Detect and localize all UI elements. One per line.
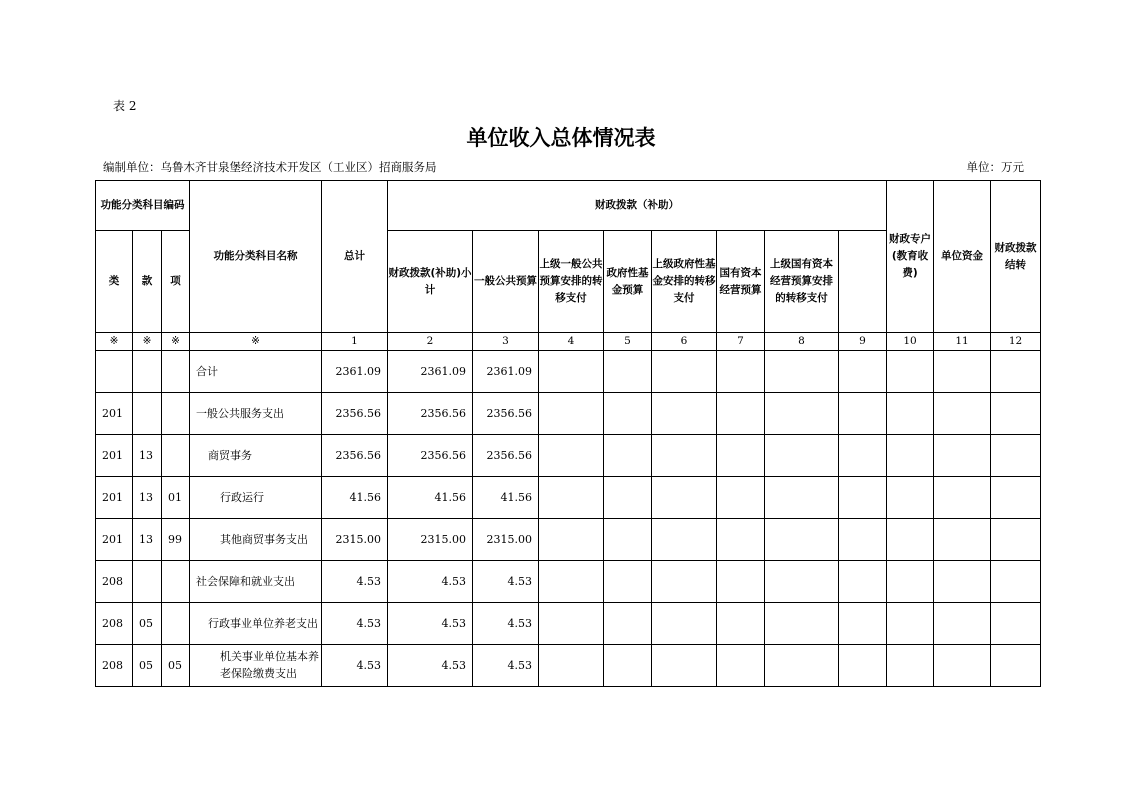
cell-general: 41.56: [473, 476, 539, 518]
index-cell: 4: [539, 333, 604, 351]
header-fiscal-special: 财政专户(教育收费): [887, 181, 934, 333]
header-lei: 类: [96, 230, 133, 332]
cell-total: 4.53: [322, 560, 388, 602]
cell-lei: 201: [96, 434, 133, 476]
index-cell: ※: [190, 333, 322, 351]
index-cell: 10: [887, 333, 934, 351]
header-fiscal-carryover: 财政拨款结转: [991, 181, 1041, 333]
index-cell: ※: [133, 333, 162, 351]
cell-lei: 208: [96, 560, 133, 602]
header-fiscal: 财政拨款（补助）: [388, 181, 887, 231]
cell-subtotal: 2361.09: [388, 350, 473, 392]
table-tag: 表 2: [113, 99, 137, 113]
table-row: [96, 602, 1041, 644]
cell-xiang: [162, 350, 190, 392]
index-cell: 2: [388, 333, 473, 351]
index-cell: 7: [717, 333, 765, 351]
index-cell: 9: [839, 333, 887, 351]
cell-general: 2361.09: [473, 350, 539, 392]
page-title: 单位收入总体情况表: [466, 126, 656, 150]
table-row: [96, 392, 1041, 434]
cell-general: 4.53: [473, 644, 539, 686]
cell-total: 2356.56: [322, 434, 388, 476]
index-cell: 6: [652, 333, 717, 351]
cell-total: 2315.00: [322, 518, 388, 560]
header-general-budget: 一般公共预算: [473, 230, 539, 332]
cell-subtotal: 4.53: [388, 644, 473, 686]
cell-total: 4.53: [322, 602, 388, 644]
cell-name: 社会保障和就业支出: [190, 560, 322, 602]
cell-lei: 201: [96, 392, 133, 434]
index-cell: ※: [96, 333, 133, 351]
cell-kuan: 13: [133, 476, 162, 518]
cell-name: 机关事业单位基本养老保险缴费支出: [190, 644, 322, 686]
table-row: [96, 434, 1041, 476]
header-func-name: 功能分类科目名称: [190, 181, 322, 333]
cell-subtotal: 4.53: [388, 602, 473, 644]
cell-general: 2315.00: [473, 518, 539, 560]
cell-general: 4.53: [473, 560, 539, 602]
cell-total: 2361.09: [322, 350, 388, 392]
cell-lei: 208: [96, 602, 133, 644]
cell-lei: 201: [96, 476, 133, 518]
cell-lei: [96, 350, 133, 392]
header-upper-gov-fund-transfer: 上级政府性基金安排的转移支付: [652, 230, 717, 332]
header-kuan: 款: [133, 230, 162, 332]
cell-xiang: [162, 434, 190, 476]
unit-label: 单位：万元: [966, 160, 1024, 174]
cell-name: 其他商贸事务支出: [190, 518, 322, 560]
index-cell: 11: [934, 333, 991, 351]
table-row: [96, 644, 1041, 686]
cell-general: 2356.56: [473, 434, 539, 476]
index-cell: 3: [473, 333, 539, 351]
cell-name: 一般公共服务支出: [190, 392, 322, 434]
cell-xiang: [162, 602, 190, 644]
table-row: [96, 518, 1041, 560]
cell-subtotal: 2315.00: [388, 518, 473, 560]
cell-xiang: 01: [162, 476, 190, 518]
index-cell: ※: [162, 333, 190, 351]
cell-xiang: 99: [162, 518, 190, 560]
org-label: 编制单位：乌鲁木齐甘泉堡经济技术开发区（工业区）招商服务局: [103, 160, 437, 174]
cell-kuan: 05: [133, 602, 162, 644]
cell-subtotal: 2356.56: [388, 392, 473, 434]
header-func-code: 功能分类科目编码: [96, 181, 190, 231]
cell-kuan: [133, 392, 162, 434]
cell-xiang: [162, 392, 190, 434]
header-gov-fund-budget: 政府性基金预算: [604, 230, 652, 332]
cell-subtotal: 4.53: [388, 560, 473, 602]
cell-lei: 208: [96, 644, 133, 686]
cell-subtotal: 2356.56: [388, 434, 473, 476]
cell-xiang: 05: [162, 644, 190, 686]
cell-total: 41.56: [322, 476, 388, 518]
table-row: [96, 476, 1041, 518]
cell-kuan: 13: [133, 518, 162, 560]
cell-subtotal: 41.56: [388, 476, 473, 518]
index-cell: 1: [322, 333, 388, 351]
index-cell: 8: [765, 333, 839, 351]
cell-general: 4.53: [473, 602, 539, 644]
cell-lei: 201: [96, 518, 133, 560]
table-row: [96, 560, 1041, 602]
header-state-capital-budget: 国有资本经营预算: [717, 230, 765, 332]
cell-name: 商贸事务: [190, 434, 322, 476]
cell-kuan: 05: [133, 644, 162, 686]
index-cell: 12: [991, 333, 1041, 351]
cell-kuan: [133, 560, 162, 602]
cell-kuan: [133, 350, 162, 392]
header-unit-funds: 单位资金: [934, 181, 991, 333]
cell-kuan: 13: [133, 434, 162, 476]
cell-name: 行政运行: [190, 476, 322, 518]
table-row: [96, 350, 1041, 392]
cell-name: 行政事业单位养老支出: [190, 602, 322, 644]
cell-general: 2356.56: [473, 392, 539, 434]
header-total: 总计: [322, 181, 388, 333]
cell-total: 2356.56: [322, 392, 388, 434]
header-fiscal-subtotal: 财政拨款(补助)小计: [388, 230, 473, 332]
cell-name: 合计: [190, 350, 322, 392]
income-table: [95, 180, 1041, 687]
header-xiang: 项: [162, 230, 190, 332]
cell-total: 4.53: [322, 644, 388, 686]
header-upper-general-transfer: 上级一般公共预算安排的转移支付: [539, 230, 604, 332]
header-upper-state-capital-transfer: 上级国有资本经营预算安排的转移支付: [765, 230, 839, 332]
cell-xiang: [162, 560, 190, 602]
index-cell: 5: [604, 333, 652, 351]
